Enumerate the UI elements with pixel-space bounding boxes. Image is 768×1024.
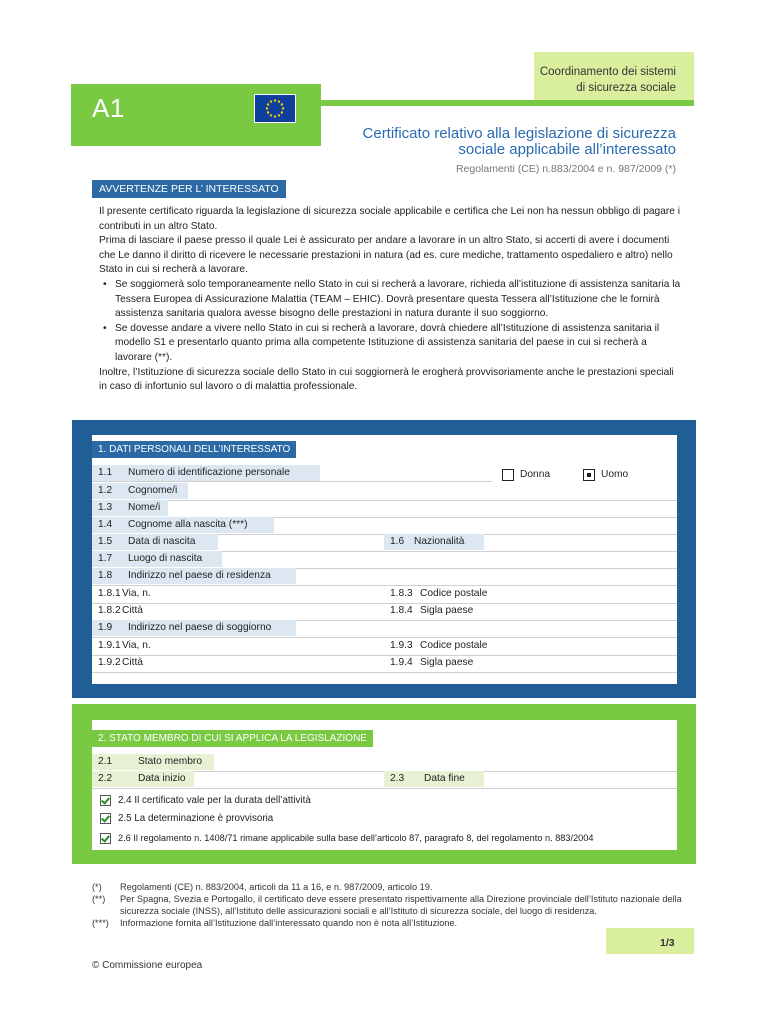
field-number: 1.3 bbox=[98, 502, 113, 513]
footnote-2 bbox=[92, 893, 692, 917]
field-label: Città bbox=[122, 657, 143, 668]
field-label-1-1 bbox=[92, 465, 320, 481]
field-row-1-8 bbox=[92, 568, 677, 586]
footnotes bbox=[92, 881, 692, 929]
page-number: 1/3 bbox=[660, 937, 675, 949]
field-label: Numero di identificazione personale bbox=[128, 467, 290, 478]
warnings-bullet-1: • Se soggiornerà solo temporaneamente nello Stato in cui si recherà a lavorare, richieda all’istituzione di assistenza sanitaria la Tessera Europea di Assicurazione Malattia (TEAM – EHIC). Dovrà presentare questa Tessera all’Istituzione che le fornirà assistenza sanitaria qualora avesse bisogno delle prestazioni in natura durante il suo soggiorno. bbox=[99, 278, 684, 322]
checkbox-2-5[interactable] bbox=[100, 813, 111, 824]
warnings-paragraph-1: Il presente certificato riguarda la legislazione di sicurezza sociale applicabile e certifica che Lei non ha nessun obbligo di pagare i contributi in un altro Stato. bbox=[99, 206, 681, 232]
field-label-1-5 bbox=[92, 534, 218, 550]
checkbox-2-4[interactable] bbox=[100, 795, 111, 806]
footnote-text: Informazione fornita all’Istituzione dall’interessato quando non è nota all’Istituzione. bbox=[120, 918, 458, 928]
warnings-paragraph-2: Prima di lasciare il paese presso il quale Lei è assicurato per andare a lavorare in un altro Stato, si accerti di avere i documenti che Le danno il diritto di ricevere le necessarie prestazioni in natura (ad es. cure mediche, trattamento ospedaliero e altro) nello Stato in cui si recherà a lavorare. bbox=[99, 235, 673, 276]
field-label-1-7 bbox=[92, 551, 222, 567]
field-label: Cognome alla nascita (***) bbox=[128, 519, 248, 530]
eu-flag-icon bbox=[254, 94, 296, 123]
field-row-1-5[interactable] bbox=[92, 534, 677, 552]
field-label-2-2 bbox=[92, 771, 194, 787]
warnings-text bbox=[99, 205, 684, 395]
field-row-2-1[interactable] bbox=[92, 754, 677, 772]
field-label: Codice postale bbox=[420, 640, 488, 651]
field-label: Indirizzo nel paese di residenza bbox=[128, 570, 271, 581]
header-green-stripe bbox=[300, 100, 694, 106]
certificate-title-line-2: sociale applicabile all’interessato bbox=[458, 141, 676, 158]
field-number: 1.8 bbox=[98, 570, 113, 581]
field-label-1-2 bbox=[92, 483, 188, 499]
field-underline bbox=[92, 481, 492, 482]
field-label: Città bbox=[122, 605, 143, 616]
field-label-2-3 bbox=[384, 771, 484, 787]
gender-male-label: Uomo bbox=[601, 469, 629, 480]
field-row-1-8-1[interactable] bbox=[92, 586, 677, 604]
field-row-1-8-2[interactable] bbox=[92, 603, 677, 621]
section-1-heading: 1. DATI PERSONALI DELL’INTERESSATO bbox=[92, 441, 296, 458]
field-label-1-9 bbox=[92, 620, 296, 636]
gender-female-checkbox[interactable] bbox=[502, 469, 514, 481]
field-label: Nazionalità bbox=[414, 536, 465, 547]
field-number: 2.3 bbox=[390, 773, 405, 784]
field-label-1-8 bbox=[92, 568, 296, 584]
field-row-2-2[interactable] bbox=[92, 771, 677, 789]
gender-male-checkbox[interactable] bbox=[583, 469, 595, 481]
page-number-box bbox=[606, 928, 694, 954]
section-2-heading: 2. STATO MEMBRO DI CUI SI APPLICA LA LEGISLAZIONE bbox=[92, 730, 373, 747]
field-number: 1.9.1 bbox=[98, 640, 121, 651]
field-label: Data inizio bbox=[138, 773, 186, 784]
field-row-1-4[interactable] bbox=[92, 517, 677, 535]
field-row-1-9 bbox=[92, 620, 677, 638]
field-label: Cognome/i bbox=[128, 485, 178, 496]
field-label: Via, n. bbox=[122, 588, 151, 599]
field-number: 1.8.2 bbox=[98, 605, 121, 616]
field-number: 2.2 bbox=[98, 773, 113, 784]
warnings-bullet-2: • Se dovesse andare a vivere nello Stato in cui si recherà a lavorare, dovrà chiedere all’Istituzione di assistenza sanitaria il modello S1 e presentarlo quanto prima alla competente Istituzione di assistenza sanitaria del paese in cui si recherà a lavorare (**). bbox=[99, 322, 684, 366]
warnings-paragraph-3: Inoltre, l’Istituzione di sicurezza sociale dello Stato in cui soggiornerà le erogherà provvisoriamente anche le prestazioni speciali in caso di infortunio sul lavoro o di malattia professionale. bbox=[99, 366, 674, 393]
field-label: Indirizzo nel paese di soggiorno bbox=[128, 622, 272, 633]
field-number: 1.8.4 bbox=[390, 605, 413, 616]
footnote-3 bbox=[92, 917, 692, 929]
field-number: 1.2 bbox=[98, 485, 113, 496]
coordination-title bbox=[540, 64, 676, 96]
field-label: Sigla paese bbox=[420, 657, 474, 668]
footnote-text: Regolamenti (CE) n. 883/2004, articoli da 11 a 16, e n. 987/2009, articolo 19. bbox=[120, 882, 433, 892]
checkbox-label-2-4: 2.4 Il certificato vale per la durata dell’attività bbox=[118, 795, 311, 806]
field-number: 1.6 bbox=[390, 536, 405, 547]
copyright: © Commissione europea bbox=[92, 960, 203, 971]
checkbox-2-6[interactable] bbox=[100, 833, 111, 844]
field-row-1-2[interactable] bbox=[92, 483, 677, 501]
field-label: Sigla paese bbox=[420, 605, 474, 616]
field-label: Luogo di nascita bbox=[128, 553, 203, 564]
field-row-1-9-1[interactable] bbox=[92, 638, 677, 656]
footnote-text: Per Spagna, Svezia e Portogallo, il certificato deve essere presentato rispettivamente alla Direzione provinciale dell’Istituto nazionale della sicurezza sociale (INSS), all’Istituto delle assicurazioni sociali e all’Istituto di sicurezza sociale, del luogo di residenza. bbox=[120, 894, 682, 916]
field-number: 1.8.1 bbox=[98, 588, 121, 599]
field-number: 1.9 bbox=[98, 622, 113, 633]
field-label-1-6 bbox=[384, 534, 484, 550]
field-row-1-3[interactable] bbox=[92, 500, 677, 518]
field-label: Data fine bbox=[424, 773, 465, 784]
field-label: Stato membro bbox=[138, 756, 202, 767]
field-number: 2.1 bbox=[98, 756, 113, 767]
field-number: 1.5 bbox=[98, 536, 113, 547]
field-number: 1.9.4 bbox=[390, 657, 413, 668]
field-number: 1.1 bbox=[98, 467, 113, 478]
field-label: Codice postale bbox=[420, 588, 488, 599]
certificate-title bbox=[363, 126, 676, 158]
form-code: A1 bbox=[92, 93, 125, 123]
regulations-reference: Regolamenti (CE) n.883/2004 e n. 987/2009 (*) bbox=[455, 163, 676, 175]
field-label-1-3 bbox=[92, 500, 168, 516]
field-number: 1.7 bbox=[98, 553, 113, 564]
footnote-marker: (***) bbox=[92, 918, 109, 928]
field-number: 1.4 bbox=[98, 519, 113, 530]
checkbox-label-2-6: 2.6 Il regolamento n. 1408/71 rimane applicabile sulla base dell’articolo 87, paragrafo 8, del regolamento n. 883/2004 bbox=[118, 833, 594, 843]
field-label: Nome/i bbox=[128, 502, 161, 513]
footnote-marker: (*) bbox=[92, 882, 102, 892]
gender-female-label: Donna bbox=[520, 469, 551, 480]
field-number: 1.9.2 bbox=[98, 657, 121, 668]
field-label: Data di nascita bbox=[128, 536, 196, 547]
field-row-1-7[interactable] bbox=[92, 551, 677, 569]
field-row-1-9-2[interactable] bbox=[92, 655, 677, 673]
field-label: Via, n. bbox=[122, 640, 151, 651]
field-label-2-1 bbox=[92, 754, 214, 770]
coordination-line-1: Coordinamento dei sistemi bbox=[539, 66, 676, 78]
certificate-title-line-1: Certificato relativo alla legislazione di sicurezza bbox=[362, 125, 676, 142]
coordination-line-2: di sicurezza sociale bbox=[576, 82, 676, 94]
footnote-marker: (**) bbox=[92, 894, 106, 904]
footnote-1 bbox=[92, 881, 692, 893]
field-number: 1.9.3 bbox=[390, 640, 413, 651]
field-label-1-4 bbox=[92, 517, 274, 533]
field-number: 1.8.3 bbox=[390, 588, 413, 599]
checkbox-label-2-5: 2.5 La determinazione è provvisoria bbox=[118, 813, 274, 824]
warnings-heading: AVVERTENZE PER L’ INTERESSATO bbox=[92, 180, 286, 198]
